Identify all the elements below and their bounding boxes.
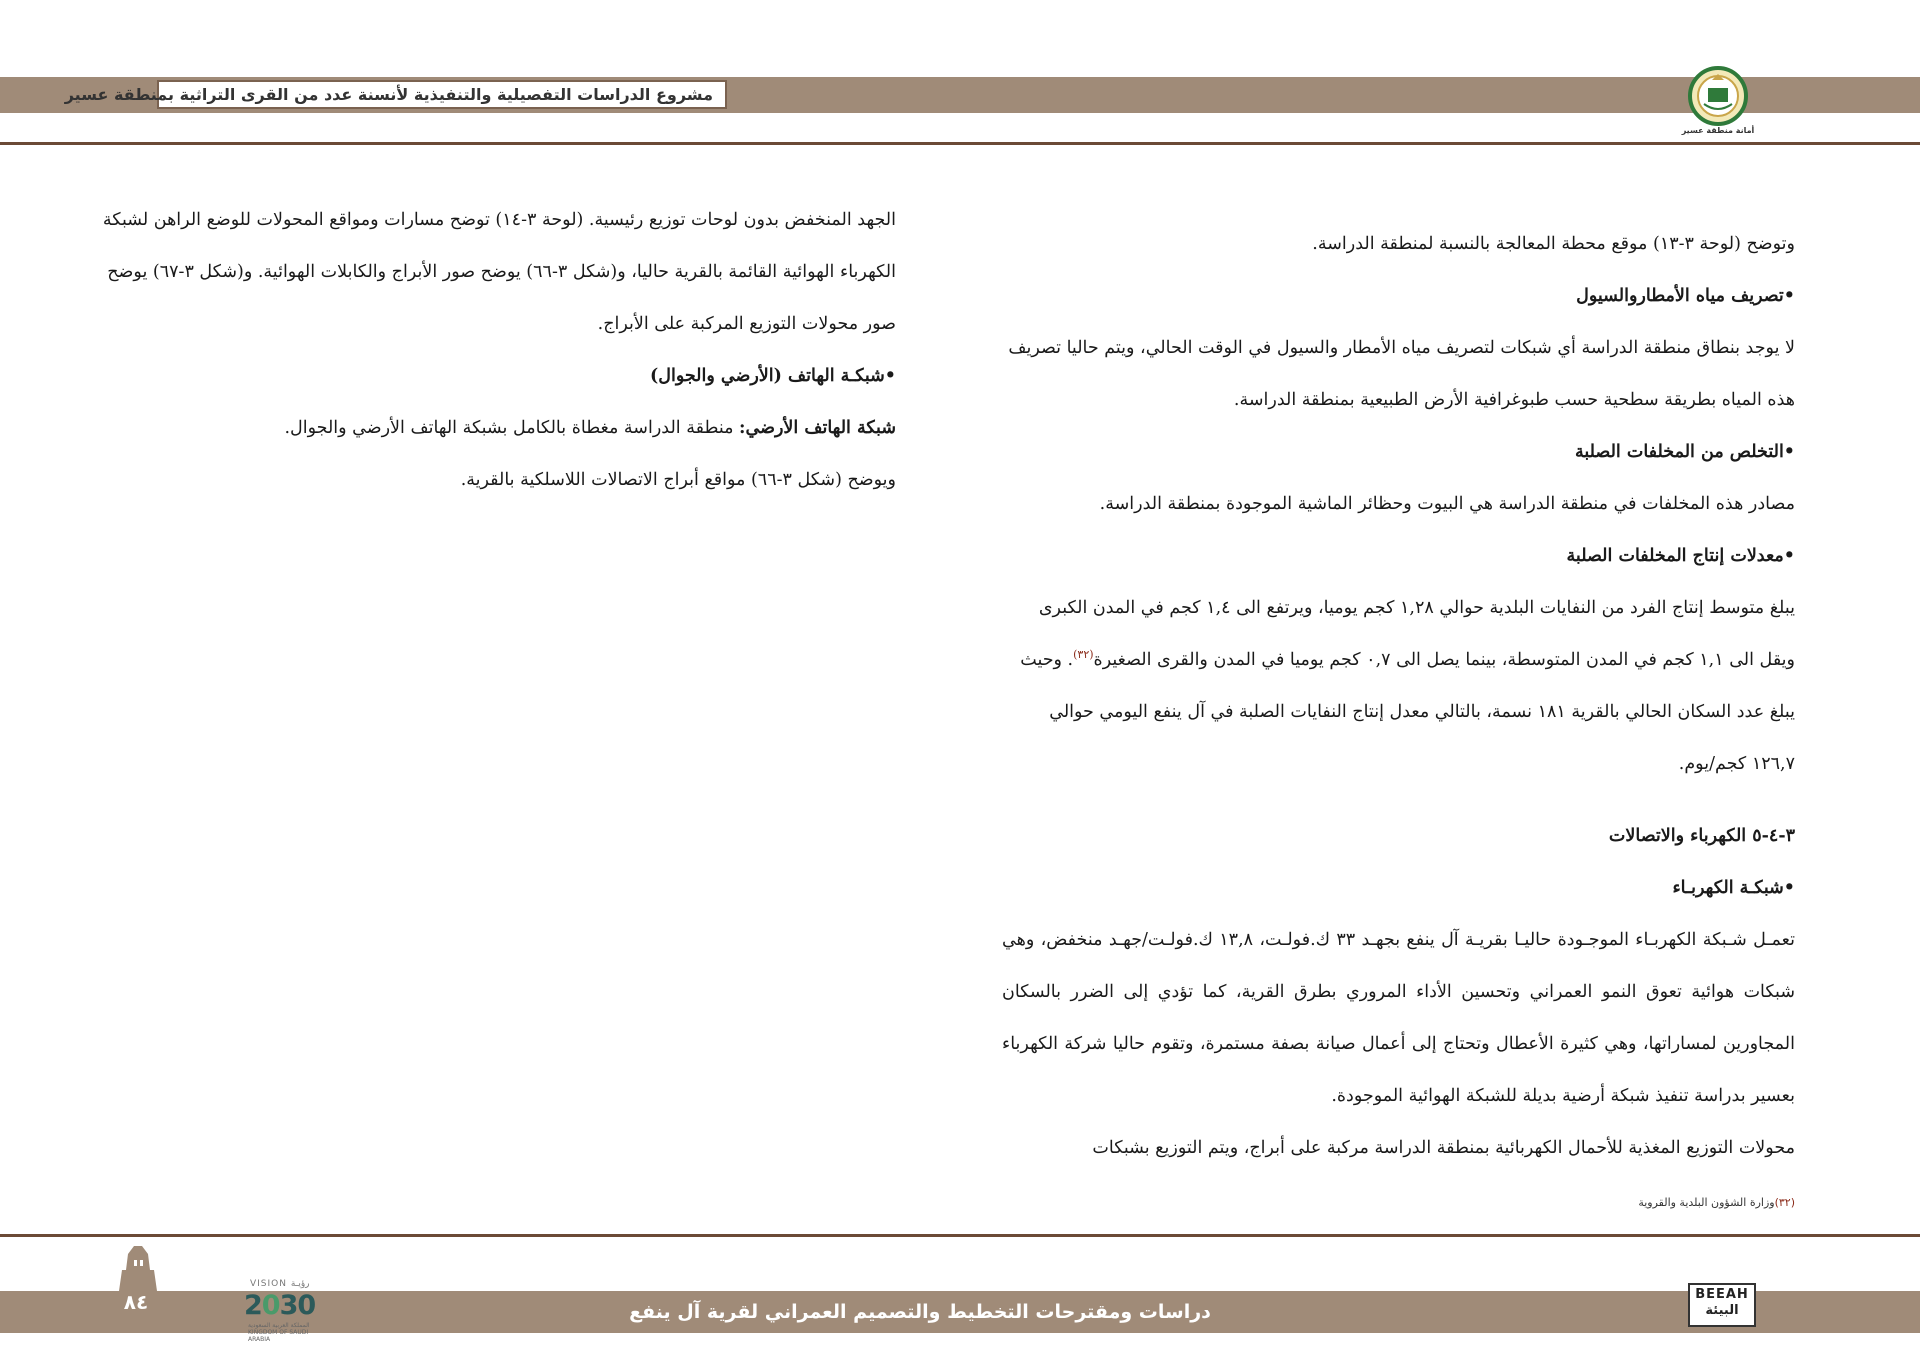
paragraph-part: . وحيث يبلغ عدد السكان الحالي بالقرية ١٨١ نسمة، بالتالي معدل إنتاج النفايات الصلبة في آل ينفع اليومي حوالي ١٢٦,٧ كجم/يوم. (1020, 650, 1795, 774)
paragraph: الجهد المنخفض بدون لوحات توزيع رئيسية. (لوحة ٣-١٤) توضح مسارات ومواقع المحولات للوضع الراهن لشبكة الكهرباء الهوائية القائمة بالقرية حاليا، و(شكل ٣-٦٦) يوضح صور الأبراج والكابلات الهوائية. و(شكل ٣-٦٧) يوضح صور محولات التوزيع المركبة على الأبراج. (102, 210, 896, 334)
bullet-heading: •شبكـة الكهربـاء (1672, 878, 1795, 898)
beeah-logo (1688, 1283, 1756, 1327)
vision-year-digit: 2 (244, 1290, 262, 1321)
page-number: ٨٤ (123, 1290, 149, 1314)
logo-caption: أمانة منطقة عسير (1681, 126, 1755, 135)
paragraph (92, 402, 896, 454)
vision-label: VISION رؤيـة (250, 1279, 310, 1289)
paragraph: وتوضح (لوحة ٣-١٣) موقع محطة المعالجة بالنسبة لمنطقة الدراسة. (1312, 234, 1795, 254)
footer-rule (0, 1234, 1920, 1237)
paragraph (1002, 582, 1795, 790)
footnote (1402, 1196, 1795, 1209)
bullet-heading: •تصريف مياه الأمطاروالسيول (1576, 286, 1795, 306)
vision-year (244, 1290, 315, 1321)
paragraph: تعمـل شـبكة الكهربـاء الموجـودة حاليـا بقريـة آل ينفع بجهـد ٣٣ ك.فولـت، ١٣,٨ ك.فولـت/جهـد منخفض، وهي شبكات هوائية تعوق النمو العمراني وتحسين الأداء المروري بطرق القرية، كما تؤدي إلى الضرر بالسكان المجاورين لمساراتها، وهي كثيرة الأعطال وتحتاج إلى أعمال صيانة بصفة مستمرة، وتقوم حاليا شركة الكهرباء بعسير بدراسة تنفيذ شبكة أرضية بديلة للشبكة الهوائية الموجودة. (1002, 930, 1795, 1106)
right-text-column (1002, 218, 1795, 1174)
paragraph: محولات التوزيع المغذية للأحمال الكهربائية بمنطقة الدراسة مركبة على أبراج، ويتم التوزيع بشبكات (1092, 1138, 1795, 1158)
section-heading: ٣-٤-٥ الكهرباء والاتصالات (1608, 826, 1795, 846)
bullet-heading: •شبكـة الهاتف (الأرضي والجوال) (649, 366, 896, 386)
paragraph: مصادر هذه المخلفات في منطقة الدراسة هي البيوت وحظائر الماشية الموجودة بمنطقة الدراسة. (1099, 494, 1795, 514)
beeah-logo-ar: البيئة (1705, 1303, 1739, 1318)
bullet-heading: •التخلص من المخلفات الصلبة (1574, 442, 1795, 462)
vision-year-digit: 30 (279, 1290, 316, 1321)
project-title: مشروع الدراسات التفصيلية والتنفيذية لأنسنة عدد من القرى التراثية بمنطقة عسير (157, 80, 727, 109)
paragraph: لا يوجد بنطاق منطقة الدراسة أي شبكات لتصريف مياه الأمطار والسيول في الوقت الحالي، ويتم حاليا تصريف هذه المياه بطريقة سطحية حسب طبوغرافية الأرض الطبيعية بمنطقة الدراسة. (1008, 338, 1795, 410)
paragraph-part: يبلغ متوسط إنتاج الفرد من النفايات البلدية حوالي ١,٢٨ كجم يوميا، ويرتفع الى ١,٤ كجم في المدن الكبرى ويقل الى ١,١ كجم في المدن المتوسطة، بينما يصل الى ٠,٧ كجم يوميا في المدن والقرى الصغيرة (1038, 598, 1795, 670)
header-rule (0, 142, 1920, 145)
left-text-column (92, 194, 896, 506)
footnote-number: (٣٢) (1774, 1196, 1795, 1209)
footer-title: دراسات ومقترحات التخطيط والتصميم العمراني لقرية آل ينفع (629, 1301, 1211, 1323)
paragraph: ويوضح (شكل ٣-٦٦) مواقع أبراج الاتصالات اللاسلكية بالقرية. (460, 470, 896, 490)
footnote-text: وزارة الشؤون البلدية والقروية (1638, 1196, 1775, 1209)
paragraph-label: شبكة الهاتف الأرضي: (739, 418, 896, 438)
beeah-logo-en: BEEAH (1695, 1287, 1749, 1302)
paragraph-text: منطقة الدراسة مغطاة بالكامل بشبكة الهاتف الأرضي والجوال. (284, 418, 740, 438)
vision-year-digit: 0 (261, 1290, 280, 1321)
vision-subtitle: المملكة العربية السعودية KINGDOM OF SAUDI ARABIA (248, 1322, 310, 1343)
bullet-heading: •معدلات إنتاج المخلفات الصلبة (1566, 546, 1795, 566)
footnote-reference: (٣٢) (1073, 648, 1094, 662)
